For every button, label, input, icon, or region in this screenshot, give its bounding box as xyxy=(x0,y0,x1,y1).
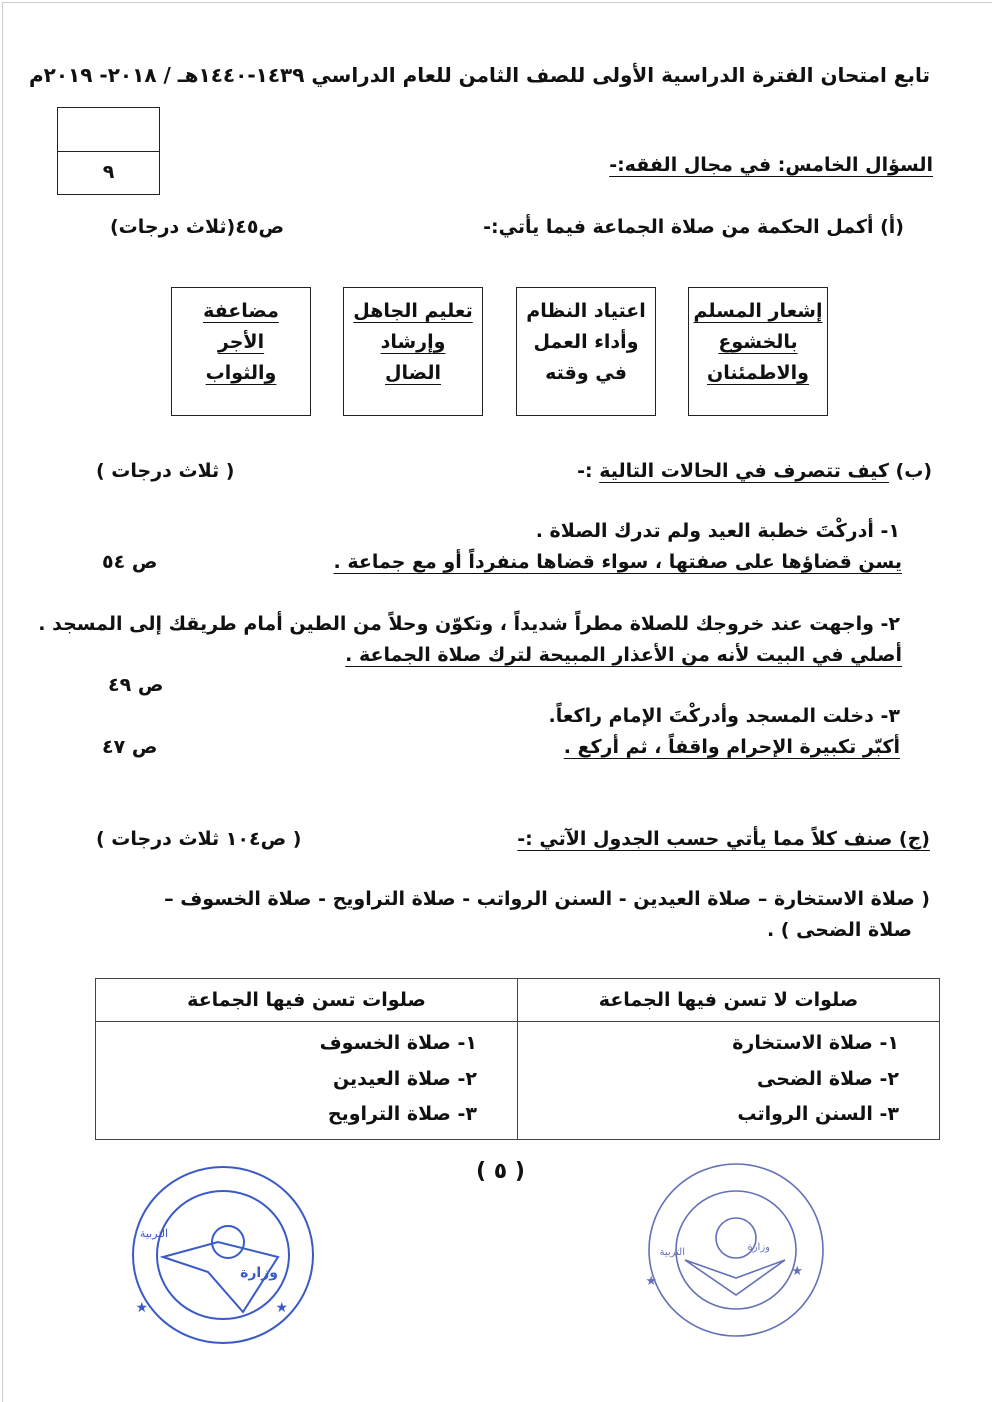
table-cell: ١- صلاة الاستخارة xyxy=(732,1032,899,1054)
wisdom-box xyxy=(516,287,656,416)
svg-text:التربية: التربية xyxy=(139,1227,168,1240)
case-question: ٣- دخلت المسجد وأدركْتَ الإمام راكعاً. xyxy=(548,705,900,727)
wisdom-line: اعتياد النظام xyxy=(526,300,646,322)
part-b-marks: ( ثلاث درجات ) xyxy=(96,460,235,482)
svg-text:★: ★ xyxy=(645,1274,657,1289)
table-cell: ٣- صلاة التراويح xyxy=(327,1103,477,1125)
wisdom-line: وإرشاد xyxy=(380,331,446,353)
part-a-marks: ص٤٥(ثلاث درجات) xyxy=(110,216,285,238)
wisdom-box xyxy=(688,287,828,416)
case-question: ١- أدركْتَ خطبة العيد ولم تدرك الصلاة . xyxy=(535,520,900,542)
table-cell: ٢- صلاة العيدين xyxy=(332,1067,477,1090)
svg-text:التربية: التربية xyxy=(659,1247,685,1258)
wisdom-line: والثواب xyxy=(205,362,277,384)
wisdom-line: في وقته xyxy=(545,362,627,384)
score-box xyxy=(57,107,160,195)
part-b-prefix: (ب) xyxy=(888,460,932,482)
table-col-jamaah xyxy=(96,1022,518,1140)
score-value: ٩ xyxy=(102,161,115,183)
wisdom-line: الأجر xyxy=(217,331,265,353)
table-col-no-jamaah xyxy=(518,1022,940,1140)
part-c-title: (ج) صنف كلاً مما يأتي حسب الجدول الآتي :- xyxy=(517,828,930,850)
wisdom-line: الضال xyxy=(385,362,441,384)
part-b-suffix: :- xyxy=(577,460,600,482)
case-page-ref: ص ٤٩ xyxy=(108,674,164,696)
wisdom-line: بالخشوع xyxy=(718,331,798,353)
part-c-marks: ( ص١٠٤ ثلاث درجات ) xyxy=(96,828,302,850)
part-b-title xyxy=(577,462,932,481)
svg-text:★: ★ xyxy=(791,1264,803,1279)
table-header: صلوات لا تسن فيها الجماعة xyxy=(518,979,940,1022)
classification-table xyxy=(95,978,940,1140)
left-stamp xyxy=(128,1162,318,1348)
table-header: صلوات تسن فيها الجماعة xyxy=(96,979,518,1022)
case-answer: أكبّر تكبيرة الإحرام واقفاً ، ثم أركع . xyxy=(563,736,900,758)
wisdom-line: والاطمئنان xyxy=(707,362,809,384)
table-cell: ٣- السنن الرواتب xyxy=(737,1103,899,1125)
table-cell: ١- صلاة الخسوف xyxy=(319,1032,477,1054)
wisdom-line: وأداء العمل xyxy=(533,331,639,353)
case-question: ٢- واجهت عند خروجك للصلاة مطراً شديداً ، وتكوّن وحلاً من الطين أمام طريقك إلى المسجد . xyxy=(38,613,900,635)
prayer-list-line: ( صلاة الاستخارة – صلاة العيدين - السنن الرواتب - صلاة التراويح - صلاة الخسوف – xyxy=(164,888,930,910)
case-answer: يسن قضاؤها على صفتها ، سواء قضاها منفرداً أو مع جماعة . xyxy=(333,551,902,573)
svg-text:★: ★ xyxy=(275,1300,288,1316)
wisdom-line: تعليم الجاهل xyxy=(353,300,473,322)
exam-header: تابع امتحان الفترة الدراسية الأولى للصف الثامن للعام الدراسي ١٤٣٩-١٤٤٠هـ / ٢٠١٨- ٢٠١٩م xyxy=(28,63,930,87)
right-stamp xyxy=(645,1160,827,1340)
wisdom-box xyxy=(171,287,311,416)
page-number: ( ٥ ) xyxy=(476,1159,525,1184)
svg-text:★: ★ xyxy=(135,1300,148,1316)
case-page-ref: ص ٥٤ xyxy=(102,551,158,573)
wisdom-line: مضاعفة xyxy=(203,300,279,322)
wisdom-line: إشعار المسلم xyxy=(693,300,823,322)
svg-text:وزارة: وزارة xyxy=(747,1242,770,1253)
part-a-title: (أ) أكمل الحكمة من صلاة الجماعة فيما يأتي:- xyxy=(483,216,904,238)
svg-text:وزارة: وزارة xyxy=(240,1265,278,1281)
case-page-ref: ص ٤٧ xyxy=(102,736,158,758)
table-cell: ٢- صلاة الضحى xyxy=(756,1067,899,1090)
part-b-heading: كيف تتصرف في الحالات التالية xyxy=(599,460,889,482)
question-title: السؤال الخامس: في مجال الفقه:- xyxy=(609,154,933,176)
prayer-list-line: صلاة الضحى ) . xyxy=(766,919,912,941)
case-answer: أصلي في البيت لأنه من الأعذار المبيحة لترك صلاة الجماعة . xyxy=(345,644,902,666)
wisdom-box xyxy=(343,287,483,416)
